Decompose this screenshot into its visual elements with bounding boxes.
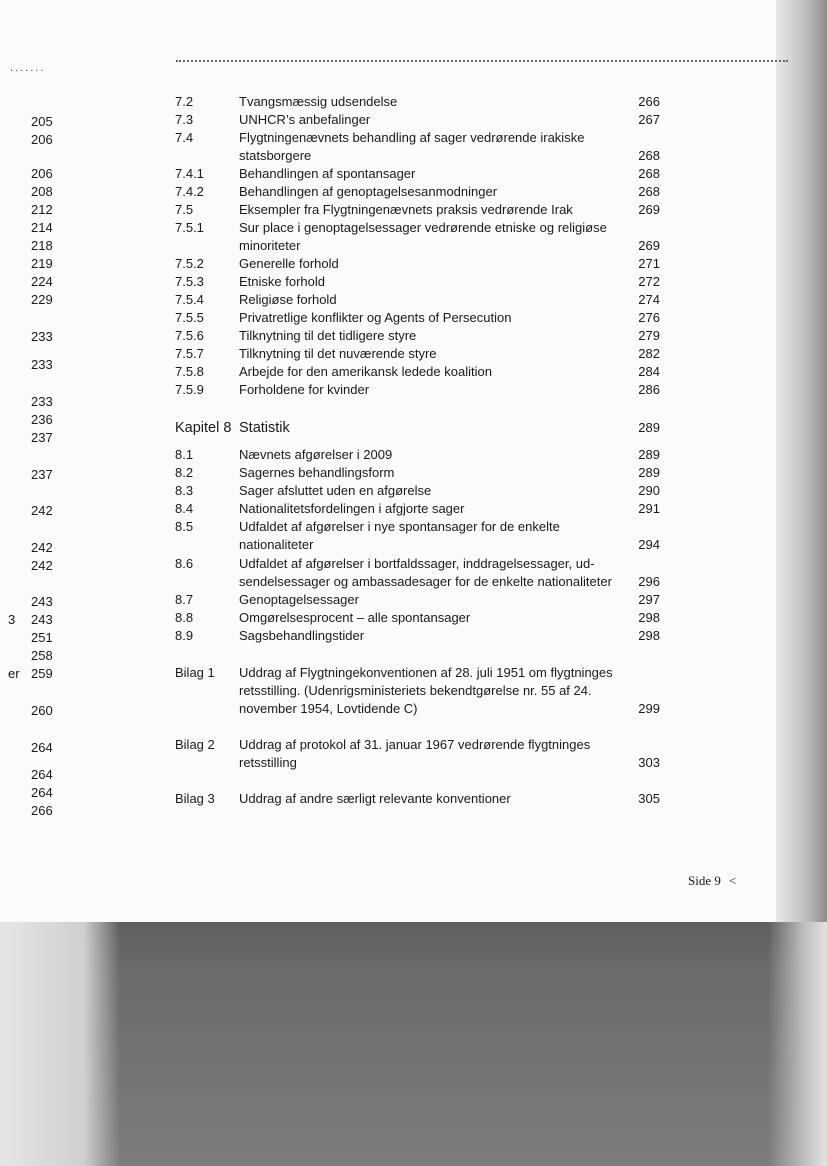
scanner-light-right <box>768 922 827 1166</box>
chevron-left-icon[interactable]: < <box>728 873 737 888</box>
page-footer <box>688 873 736 889</box>
scanner-light-left <box>0 922 120 1166</box>
left-leader-dots: ....... <box>10 62 46 74</box>
page-number-label: Side 9 <box>688 873 721 888</box>
paper-edge-shadow <box>776 0 827 930</box>
top-leader-dots <box>176 60 788 68</box>
scanner-background <box>0 922 827 1166</box>
